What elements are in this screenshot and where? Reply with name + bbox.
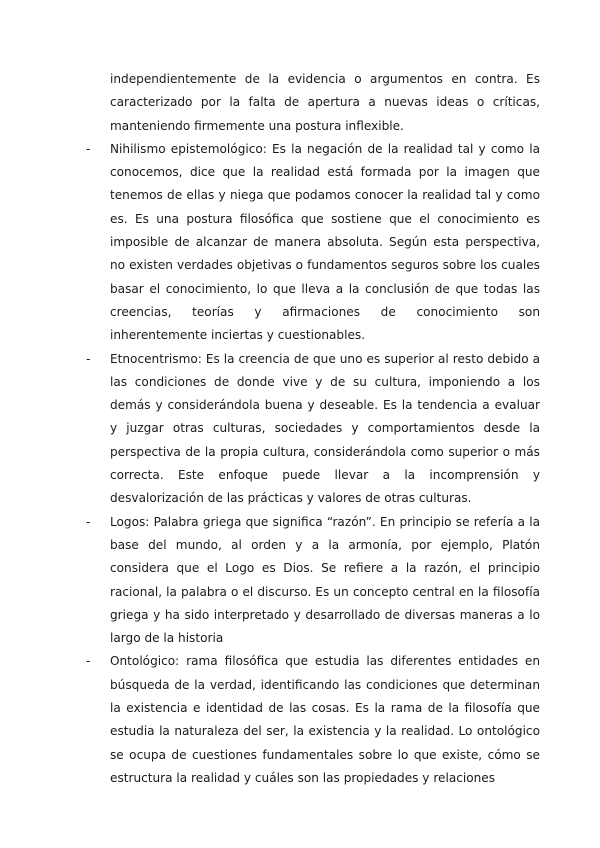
list-item-nihilismo bbox=[86, 138, 540, 348]
bullet-dash: - bbox=[86, 351, 91, 366]
document-body bbox=[86, 68, 540, 790]
list-item-text: Etnocentrismo: Es la creencia de que uno es superior al resto debido a las condiciones de donde vive y de su cultura, imponiendo a los demás y considerándola buena y deseable. Es la tendencia a evaluar y juzgar otras culturas, sociedades y comportamientos desde la perspectiva de la propia cultura, considerándola como superior o más correcta. Este enfoque puede llevar a la incomprensión y desvalorización de las prácticas y valores de otras culturas. bbox=[110, 351, 540, 506]
list-item-text: Ontológico: rama filosófica que estudia las diferentes entidades en búsqueda de la verdad, identificando las condiciones que determinan la existencia e identidad de las cosas. Es la rama de la filosofía que estudia la naturaleza del ser, la existencia y la realidad. Lo ontológico se ocupa de cuestiones fundamentales sobre lo que existe, cómo se estructura la realidad y cuáles son las propiedades y relaciones bbox=[110, 654, 540, 785]
bullet-dash: - bbox=[86, 514, 91, 529]
continuation-paragraph: independientemente de la evidencia o argumentos en contra. Es caracterizado por la falta de apertura a nuevas ideas o críticas, manteniendo firmemente una postura inflexible. bbox=[110, 72, 540, 133]
list-item-text: Logos: Palabra griega que significa “razón”. En principio se refería a la base del mundo, al orden y a la armonía, por ejemplo, Platón considera que el Logo es Dios. Se refiere a la razón, el principio racional, la palabra o el discurso. Es un concepto central en la filosofía griega y ha sido interpretado y desarrollado de diversas maneras a lo largo de la historia bbox=[110, 514, 540, 646]
bullet-dash: - bbox=[86, 141, 91, 156]
list-item-etnocentrismo bbox=[86, 348, 540, 511]
list-item-text: Nihilismo epistemológico: Es la negación de la realidad tal y como la conocemos, dice que la realidad está formada por la imagen que tenemos de ellas y niega que podamos conocer la realidad tal y como es. Es una postura filosófica que sostiene que el conocimiento es imposible de alcanzar de manera absoluta. Según esta perspectiva, no existen verdades objetivas o fundamentos seguros sobre los cuales basar el conocimiento, lo que lleva a la conclusión de que todas las creencias, teorías y afirmaciones de conocimiento son inherentemente inciertas y cuestionables. bbox=[110, 141, 540, 343]
bullet-dash: - bbox=[86, 654, 91, 669]
list-item-ontologico bbox=[86, 650, 540, 790]
list-item-logos bbox=[86, 511, 540, 651]
